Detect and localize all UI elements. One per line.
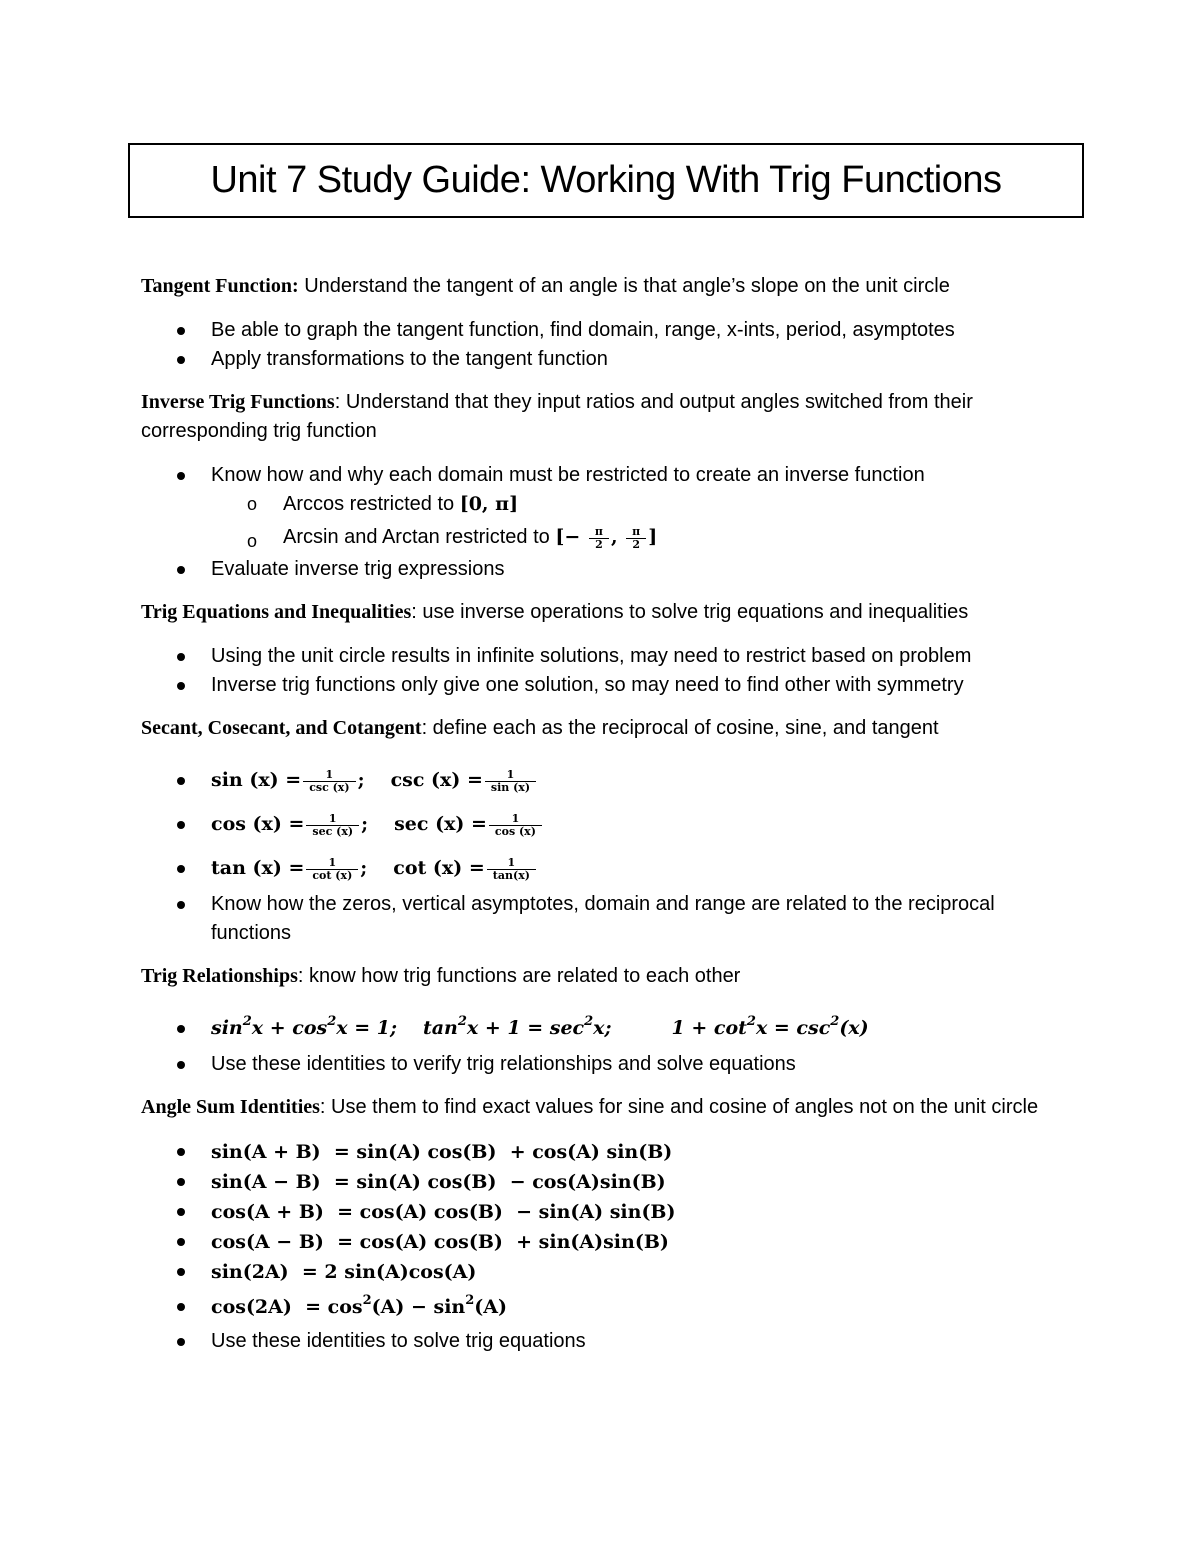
- interval-math: [0, π]: [459, 493, 519, 515]
- bullet-icon: [177, 1148, 185, 1156]
- reciprocal-section-intro: [141, 714, 1061, 743]
- exponent: 2: [457, 1014, 467, 1029]
- bullet-icon: [177, 901, 185, 909]
- identity-part: x = csc: [755, 1017, 831, 1039]
- list-item-text: Inverse trig functions only give one solution, so may need to find other with symmetry: [211, 674, 964, 696]
- bullet-icon: [177, 821, 185, 829]
- tangent-desc: Understand the tangent of an angle is that angle’s slope on the unit circle: [298, 275, 950, 297]
- math-open: [−: [555, 526, 587, 548]
- list-item: [141, 1050, 1061, 1079]
- bullet-icon: [177, 1025, 185, 1033]
- list-item-text: Use these identities to solve trig equations: [211, 1330, 586, 1352]
- fraction-numerator: 1: [489, 813, 542, 826]
- fraction: [306, 857, 358, 882]
- equations-bullets: [141, 642, 1061, 700]
- sub-bullet-marker: o: [247, 494, 258, 514]
- identity-part: x;: [593, 1017, 612, 1039]
- sub-bullet-marker: o: [247, 531, 258, 551]
- anglesum-desc: : Use them to find exact values for sine and cosine of angles not on the unit circle: [319, 1096, 1039, 1118]
- fraction-numerator: π: [589, 526, 609, 539]
- formula-item: [141, 1197, 1061, 1227]
- relationships-bullets: [141, 1006, 1061, 1079]
- formula-item: [141, 1167, 1061, 1197]
- bullet-icon: [177, 653, 185, 661]
- sub-list-item: [141, 519, 1061, 555]
- formula-part: (A): [474, 1296, 508, 1318]
- formula: [211, 855, 538, 882]
- exponent: 2: [362, 1293, 372, 1308]
- interval-math: [555, 524, 658, 551]
- formula-lhs: tan (x) =: [211, 857, 305, 879]
- formula: cos(A − B) = cos(A) cos(B) + sin(A)sin(B): [211, 1231, 669, 1253]
- list-item: [141, 316, 1061, 345]
- identity-part: x + cos: [251, 1017, 328, 1039]
- relationships-desc: : know how trig functions are related to each other: [297, 965, 741, 987]
- sub-item-text: Arccos restricted to: [283, 493, 460, 515]
- bullet-icon: [177, 1061, 185, 1069]
- formula-lhs: cot (x) =: [393, 857, 485, 879]
- identity-part: 1 + cot: [671, 1017, 747, 1039]
- reciprocal-bullets: [141, 758, 1061, 948]
- formula-lhs: cos (x) =: [211, 813, 305, 835]
- fraction: [487, 857, 536, 882]
- inverse-sub-bullets: [141, 490, 1061, 555]
- document-body: [141, 272, 1061, 1370]
- bullet-icon: [177, 472, 185, 480]
- fraction-denominator: cot (x): [312, 868, 353, 882]
- formula-part: cos(2A) = cos: [211, 1296, 363, 1318]
- fraction: [589, 526, 609, 551]
- reciprocal-desc: : define each as the reciprocal of cosine, sine, and tangent: [421, 717, 939, 739]
- fraction-denominator: 2: [595, 537, 603, 551]
- list-item: [141, 642, 1061, 671]
- identity-part: x = 1;: [336, 1017, 397, 1039]
- formula-item: [141, 1257, 1061, 1287]
- list-item: [141, 345, 1061, 374]
- list-item: [141, 890, 1061, 948]
- bullet-icon: [177, 1268, 185, 1276]
- exponent: 2: [746, 1014, 756, 1029]
- math-close: ]: [648, 526, 658, 548]
- reciprocal-heading: Secant, Cosecant, and Cotangent: [141, 717, 422, 739]
- formula-item: [141, 802, 1061, 846]
- equations-desc: : use inverse operations to solve trig equations and inequalities: [411, 601, 969, 623]
- bullet-icon: [177, 566, 185, 574]
- list-item: [141, 671, 1061, 700]
- exponent: 2: [584, 1014, 594, 1029]
- bullet-icon: [177, 356, 185, 364]
- list-item-text: Use these identities to verify trig relationships and solve equations: [211, 1053, 796, 1075]
- inverse-bullets: [141, 461, 1061, 584]
- list-item-text: Be able to graph the tangent function, find domain, range, x-ints, period, asymptotes: [211, 319, 955, 341]
- formula: [211, 767, 538, 794]
- relationships-heading: Trig Relationships: [141, 965, 298, 987]
- bullet-icon: [177, 1178, 185, 1186]
- exponent: 2: [327, 1014, 337, 1029]
- bullet-icon: [177, 865, 185, 873]
- fraction-denominator: csc (x): [309, 780, 350, 794]
- inverse-heading: Inverse Trig Functions: [141, 391, 335, 413]
- tangent-section-intro: [141, 272, 1061, 301]
- identity-part: x + 1 = sec: [466, 1017, 585, 1039]
- identity-part: sin: [211, 1017, 243, 1039]
- bullet-icon: [177, 327, 185, 335]
- bullet-icon: [177, 1238, 185, 1246]
- bullet-icon: [177, 1303, 185, 1311]
- bullet-icon: [177, 1208, 185, 1216]
- formula-item: [141, 846, 1061, 890]
- formula: sin(A + B) = sin(A) cos(B) + cos(A) sin(B): [211, 1141, 673, 1163]
- tangent-heading: Tangent Function:: [141, 275, 299, 297]
- exponent: 2: [830, 1014, 840, 1029]
- formula: [211, 811, 544, 838]
- sub-list-item: [141, 490, 1061, 519]
- list-item-text: Using the unit circle results in infinite solutions, may need to restrict based on problem: [211, 645, 972, 667]
- formula-item: [141, 1287, 1061, 1327]
- page-title: Unit 7 Study Guide: Working With Trig Functions: [210, 159, 1002, 201]
- anglesum-heading: Angle Sum Identities: [141, 1096, 320, 1118]
- fraction-numerator: 1: [303, 769, 355, 782]
- anglesum-section-intro: [141, 1093, 1061, 1122]
- formula: [211, 1293, 508, 1318]
- equations-heading: Trig Equations and Inequalities: [141, 601, 412, 623]
- formula: sin(2A) = 2 sin(A)cos(A): [211, 1261, 477, 1283]
- fraction-denominator: 2: [632, 537, 641, 551]
- fraction-denominator: sec (x): [312, 824, 354, 838]
- list-item-text: Evaluate inverse trig expressions: [211, 558, 505, 580]
- formula-separator: ;: [357, 769, 365, 791]
- formula-item: [141, 1137, 1061, 1167]
- fraction: [306, 813, 359, 838]
- bullet-icon: [177, 777, 185, 785]
- list-item: [141, 461, 1061, 490]
- title-box: [128, 143, 1084, 218]
- tangent-bullets: [141, 316, 1061, 374]
- equations-section-intro: [141, 598, 1061, 627]
- list-item: [141, 555, 1061, 584]
- bullet-icon: [177, 682, 185, 690]
- relationships-section-intro: [141, 962, 1061, 991]
- formula-item: [141, 758, 1061, 802]
- formula-separator: ;: [361, 813, 369, 835]
- formula: cos(A + B) = cos(A) cos(B) − sin(A) sin(B): [211, 1201, 676, 1223]
- fraction: [485, 769, 536, 794]
- formula-part: (A) − sin: [371, 1296, 466, 1318]
- formula-separator: ;: [360, 857, 368, 879]
- sub-item-text: Arcsin and Arctan restricted to: [283, 526, 556, 548]
- formula-item: [141, 1006, 1061, 1050]
- inverse-section-intro: [141, 388, 1061, 446]
- fraction: [626, 526, 646, 551]
- inverse-desc: : Understand that they input ratios and output angles switched from their corresponding trig function: [141, 391, 973, 442]
- sub-list-container: [141, 490, 1061, 555]
- fraction-denominator: sin (x): [490, 780, 531, 794]
- fraction-numerator: π: [626, 526, 646, 539]
- bullet-icon: [177, 1338, 185, 1346]
- fraction-numerator: 1: [306, 813, 359, 826]
- fraction-numerator: 1: [306, 857, 358, 870]
- list-item-text: Know how and why each domain must be restricted to create an inverse function: [211, 464, 925, 486]
- exponent: 2: [465, 1293, 475, 1308]
- fraction: [303, 769, 355, 794]
- identity-part: tan: [422, 1017, 458, 1039]
- list-item: [141, 1327, 1061, 1356]
- anglesum-bullets: [141, 1137, 1061, 1356]
- fraction-numerator: 1: [487, 857, 536, 870]
- fraction-denominator: cos (x): [494, 824, 536, 838]
- fraction-numerator: 1: [485, 769, 536, 782]
- formula-lhs: sin (x) =: [211, 769, 302, 791]
- list-item-text: Know how the zeros, vertical asymptotes, domain and range are related to the reciprocal functions: [211, 893, 995, 944]
- math-comma: ,: [610, 526, 625, 548]
- formula-lhs: csc (x) =: [390, 769, 483, 791]
- identity-part: (x): [839, 1017, 869, 1039]
- formula: sin(A − B) = sin(A) cos(B) − cos(A)sin(B): [211, 1171, 666, 1193]
- formula-item: [141, 1227, 1061, 1257]
- formula-lhs: sec (x) =: [394, 813, 487, 835]
- fraction: [489, 813, 542, 838]
- pythagorean-identities: [211, 1014, 869, 1039]
- list-item-text: Apply transformations to the tangent function: [211, 348, 608, 370]
- exponent: 2: [242, 1014, 252, 1029]
- fraction-denominator: tan(x): [492, 868, 530, 882]
